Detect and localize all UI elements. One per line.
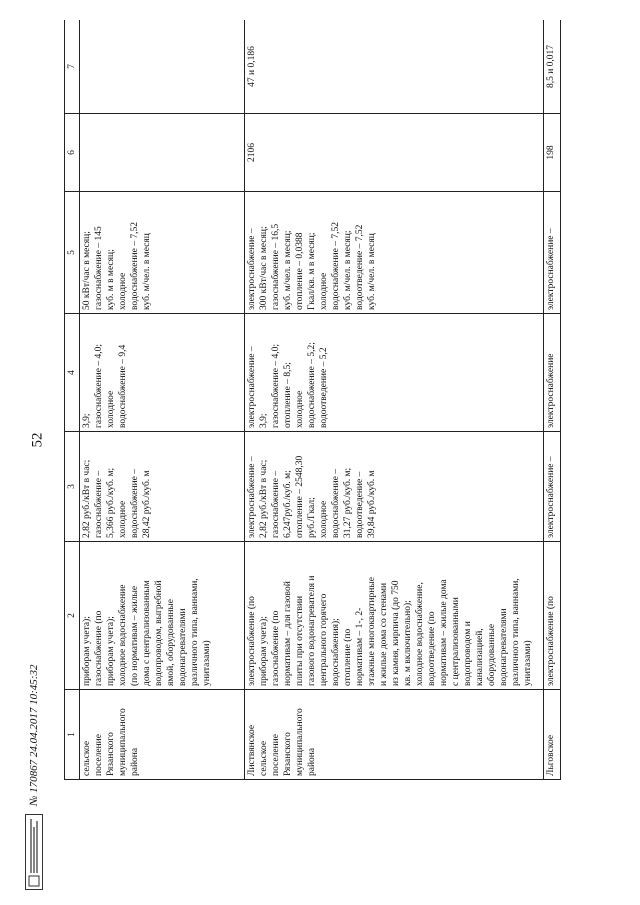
document-registration-stamp: № 170867 24.04.2017 10:45:32 (28, 664, 40, 806)
logo-mark-icon (28, 817, 40, 887)
electronic-copy-logo (25, 814, 43, 890)
column-number-row (65, 20, 80, 780)
document-footer (22, 560, 46, 890)
column-number: 2 (65, 542, 80, 690)
norms-cell: электроснабжение – 300 кВт/час в месяц; газоснабжение – 16,5 куб. м/чел. в месяц; отопление – 0,0388 Гкал/кв. м в месяц; холодное водоснабжение – 7,52 куб. м/чел. в месяц; водоотведение – 7,52 куб. м/чел. в месяц (245, 192, 544, 314)
column-number: 1 (65, 690, 80, 780)
tariffs-cell: 2,82 руб./кВт в час; газоснабжение – 5,366 руб./куб. м; холодное водоснабжение – 28,42 руб./куб. м (80, 432, 245, 542)
table-row (80, 20, 245, 780)
services-description-cell: электроснабжение (по приборам учета); газоснабжение (по нормативам – для газовой плиты при отсутствии газового водонагревателя и центрального горячего водоснабжения); отопление (по нормативам – 1-, 2- этажные многоквартирные и жилые дома со стенами из камня, кирпича (до 750 кв. м включительно); холодное водоснабжение, водоотведение (по нормативам – жилые дома с централизованными водопроводом и канализацией, оборудованные водонагревателями различного типа, ваннами, унитазами) (245, 542, 544, 690)
settlement-name-cell: сельское поселение Рязанского муниципального района (80, 690, 245, 780)
deviation-cell: 47 и 0,186 (245, 20, 544, 114)
table-row (245, 20, 544, 780)
population-cell: 2106 (245, 114, 544, 192)
column-number: 3 (65, 432, 80, 542)
index-cell: электроснабжение – 3,9; газоснабжение – 4,0; отопление – 8,5; холодное водоснабжение – 5,2; водоотведение – 5,2 (245, 314, 544, 432)
index-cell: электроснабжение (544, 314, 561, 432)
services-description-cell: приборам учета); газоснабжение (по приборам учета); холодное водоснабжение (по нормативам – жилые дома с централизованным водопроводом, выгребной ямой, оборудованные водонагревателями различного типа, ваннами, унитазами) (80, 542, 245, 690)
population-cell: 198 (544, 114, 561, 192)
rotated-table-wrapper (64, 20, 619, 780)
index-cell: 3,9; газоснабжение – 4,0; холодное водоснабжение – 9,4 (80, 314, 245, 432)
deviation-cell (80, 20, 245, 114)
norms-cell: электроснабжение – (544, 192, 561, 314)
settlement-name-cell: Льговское (544, 690, 561, 780)
column-number: 5 (65, 192, 80, 314)
tariffs-cell: электроснабжение – 2,82 руб./кВт в час; газоснабжение – 6,247руб./куб. м; отопление – 2548,30 руб./Гкал; холодное водоснабжение – 31,27 руб./куб. м; водоотведение – 39,84 руб./куб. м (245, 432, 544, 542)
column-number: 4 (65, 314, 80, 432)
norms-cell: 50 кВт/час в месяц; газоснабжение – 145 куб. м в месяц; холодное водоснабжение – 7,52 куб. м/чел. в месяц (80, 192, 245, 314)
column-number: 7 (65, 20, 80, 114)
table-row (544, 20, 561, 780)
utilities-table (64, 20, 561, 780)
tariffs-cell: электроснабжение – (544, 432, 561, 542)
services-description-cell: электроснабжение (по (544, 542, 561, 690)
settlement-name-cell: Листвянское сельское поселение Рязанского муниципального района (245, 690, 544, 780)
column-number: 6 (65, 114, 80, 192)
population-cell (80, 114, 245, 192)
table-area (64, 20, 619, 780)
deviation-cell: 8,5 и 0,017 (544, 20, 561, 114)
page-number: 52 (29, 432, 46, 448)
